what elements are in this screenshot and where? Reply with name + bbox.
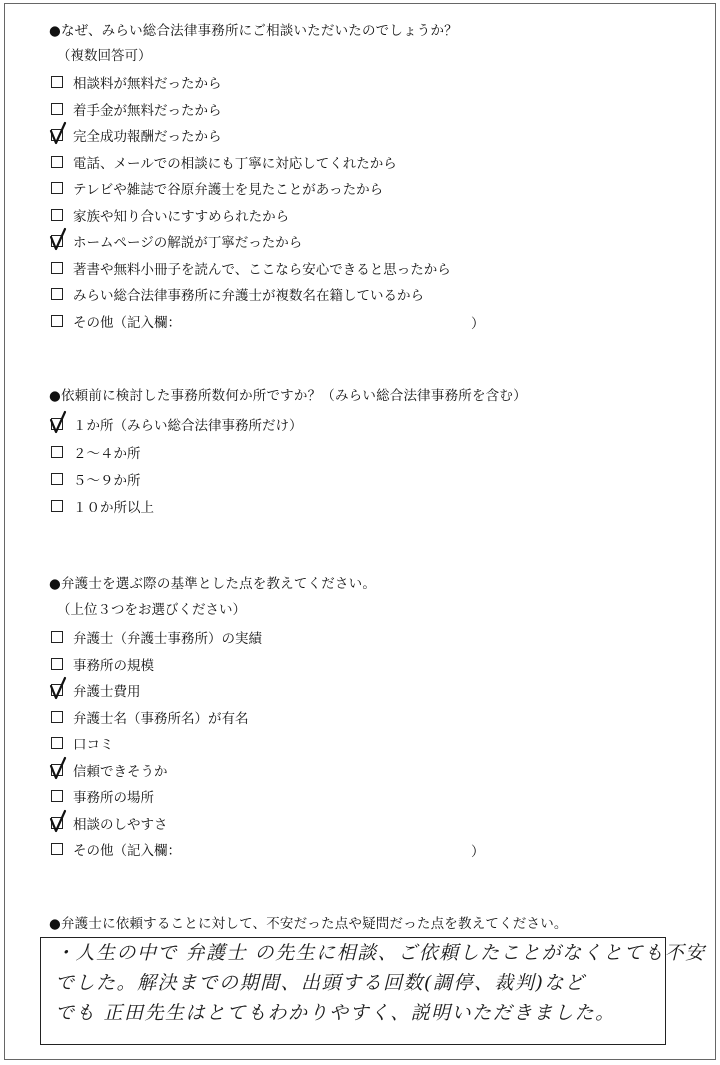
- checkbox[interactable]: [51, 658, 63, 670]
- question-1-note: （複数回答可）: [57, 48, 152, 64]
- q3-option-8[interactable]: [51, 813, 168, 833]
- checkbox[interactable]: [51, 500, 63, 512]
- checkbox[interactable]: [51, 843, 63, 855]
- checkbox[interactable]: [51, 315, 63, 327]
- question-3-title: ●弁護士を選ぶ際の基準とした点を教えてください。: [49, 576, 377, 592]
- option-label: みらい総合法律事務所に弁護士が複数名在籍しているから: [73, 288, 424, 304]
- checkbox-checked[interactable]: [51, 235, 63, 247]
- checkbox[interactable]: [51, 790, 63, 802]
- option-label: ２～４か所: [73, 446, 141, 462]
- q1-option-7[interactable]: [51, 231, 302, 251]
- option-label: 相談料が無料だったから: [73, 76, 222, 92]
- question-3-note: （上位３つをお選びください）: [57, 602, 246, 618]
- survey-sheet: [4, 3, 716, 1060]
- option-label: 電話、メールでの相談にも丁寧に対応してくれたから: [73, 156, 397, 172]
- question-2-title: ●依頼前に検討した事務所数何か所ですか？（みらい総合法律事務所を含む）: [49, 388, 527, 404]
- option-label: 完全成功報酬だったから: [73, 129, 222, 145]
- checkbox-checked[interactable]: [51, 764, 63, 776]
- check-mark-icon: [49, 809, 71, 833]
- option-label: 口コミ: [73, 737, 114, 753]
- checkbox[interactable]: [51, 631, 63, 643]
- option-label: 弁護士（弁護士事務所）の実績: [73, 631, 262, 647]
- q3-option-2[interactable]: [51, 654, 154, 674]
- option-label: 著書や無料小冊子を読んで、ここなら安心できると思ったから: [73, 262, 451, 278]
- option-label: ５～９か所: [73, 473, 141, 489]
- checkbox-checked[interactable]: [51, 129, 63, 141]
- q3-option-other[interactable]: [51, 839, 181, 859]
- check-mark-icon: [49, 756, 71, 780]
- q1-option-4[interactable]: [51, 152, 397, 172]
- q3-option-7[interactable]: [51, 786, 154, 806]
- option-label: 弁護士費用: [73, 684, 141, 700]
- option-label: その他（記入欄：: [73, 843, 181, 859]
- option-label: 着手金が無料だったから: [73, 103, 222, 119]
- option-label: 信頼できそうか: [73, 764, 168, 780]
- q3-option-3[interactable]: [51, 680, 141, 700]
- handwritten-line-3: でも 正田先生はとてもわかりやすく、説明いただきました。: [55, 1002, 616, 1024]
- q3-option-1[interactable]: [51, 627, 262, 647]
- option-label: 弁護士名（事務所名）が有名: [73, 711, 249, 727]
- option-label: 家族や知り合いにすすめられたから: [73, 209, 290, 225]
- checkbox[interactable]: [51, 446, 63, 458]
- q1-option-6[interactable]: [51, 205, 289, 225]
- q1-option-8[interactable]: [51, 258, 451, 278]
- checkbox[interactable]: [51, 209, 63, 221]
- q3-option-5[interactable]: [51, 733, 114, 753]
- q1-option-1[interactable]: [51, 72, 222, 92]
- check-mark-icon: [49, 227, 71, 251]
- checkbox[interactable]: [51, 76, 63, 88]
- checkbox[interactable]: [51, 262, 63, 274]
- checkbox[interactable]: [51, 288, 63, 300]
- option-label: 事務所の場所: [73, 790, 154, 806]
- option-label: 事務所の規模: [73, 658, 154, 674]
- option-label: その他（記入欄：: [73, 315, 181, 331]
- check-mark-icon: [49, 121, 71, 145]
- option-label: １０か所以上: [73, 500, 154, 516]
- q2-option-1[interactable]: [51, 414, 303, 434]
- checkbox[interactable]: [51, 156, 63, 168]
- q1-option-9[interactable]: [51, 284, 424, 304]
- free-answer-box[interactable]: [40, 937, 706, 1045]
- q2-option-3[interactable]: [51, 469, 141, 489]
- q3-option-4[interactable]: [51, 707, 249, 727]
- other-close-paren: ）: [471, 316, 485, 332]
- checkbox-checked[interactable]: [51, 684, 63, 696]
- checkbox[interactable]: [51, 103, 63, 115]
- checkbox[interactable]: [51, 711, 63, 723]
- option-label: テレビや雑誌で谷原弁護士を見たことがあったから: [73, 182, 384, 198]
- handwritten-line-1: ・人生の中で 弁護士 の先生に相談、ご依頼したことがなくとても不安: [55, 942, 706, 964]
- check-mark-icon: [49, 410, 71, 434]
- handwritten-line-2: でした。解決までの期間、出頭する回数(調停、裁判)など: [55, 972, 586, 994]
- option-label: 相談のしやすさ: [73, 817, 168, 833]
- checkbox[interactable]: [51, 737, 63, 749]
- q1-option-5[interactable]: [51, 178, 383, 198]
- q1-option-other[interactable]: [51, 311, 181, 331]
- checkbox-checked[interactable]: [51, 418, 63, 430]
- check-mark-icon: [49, 676, 71, 700]
- question-4-title: ●弁護士に依頼することに対して、不安だった点や疑問だった点を教えてください。: [49, 916, 568, 932]
- q2-option-2[interactable]: [51, 442, 141, 462]
- q2-option-4[interactable]: [51, 496, 154, 516]
- q1-option-2[interactable]: [51, 99, 222, 119]
- checkbox[interactable]: [51, 473, 63, 485]
- q3-option-6[interactable]: [51, 760, 168, 780]
- checkbox[interactable]: [51, 182, 63, 194]
- option-label: １か所（みらい総合法律事務所だけ）: [73, 418, 303, 434]
- option-label: ホームページの解説が丁寧だったから: [73, 235, 303, 251]
- other-close-paren: ）: [471, 844, 485, 860]
- question-1-title: ●なぜ、みらい総合法律事務所にご相談いただいたのでしょうか？: [49, 23, 458, 39]
- checkbox-checked[interactable]: [51, 817, 63, 829]
- q1-option-3[interactable]: [51, 125, 222, 145]
